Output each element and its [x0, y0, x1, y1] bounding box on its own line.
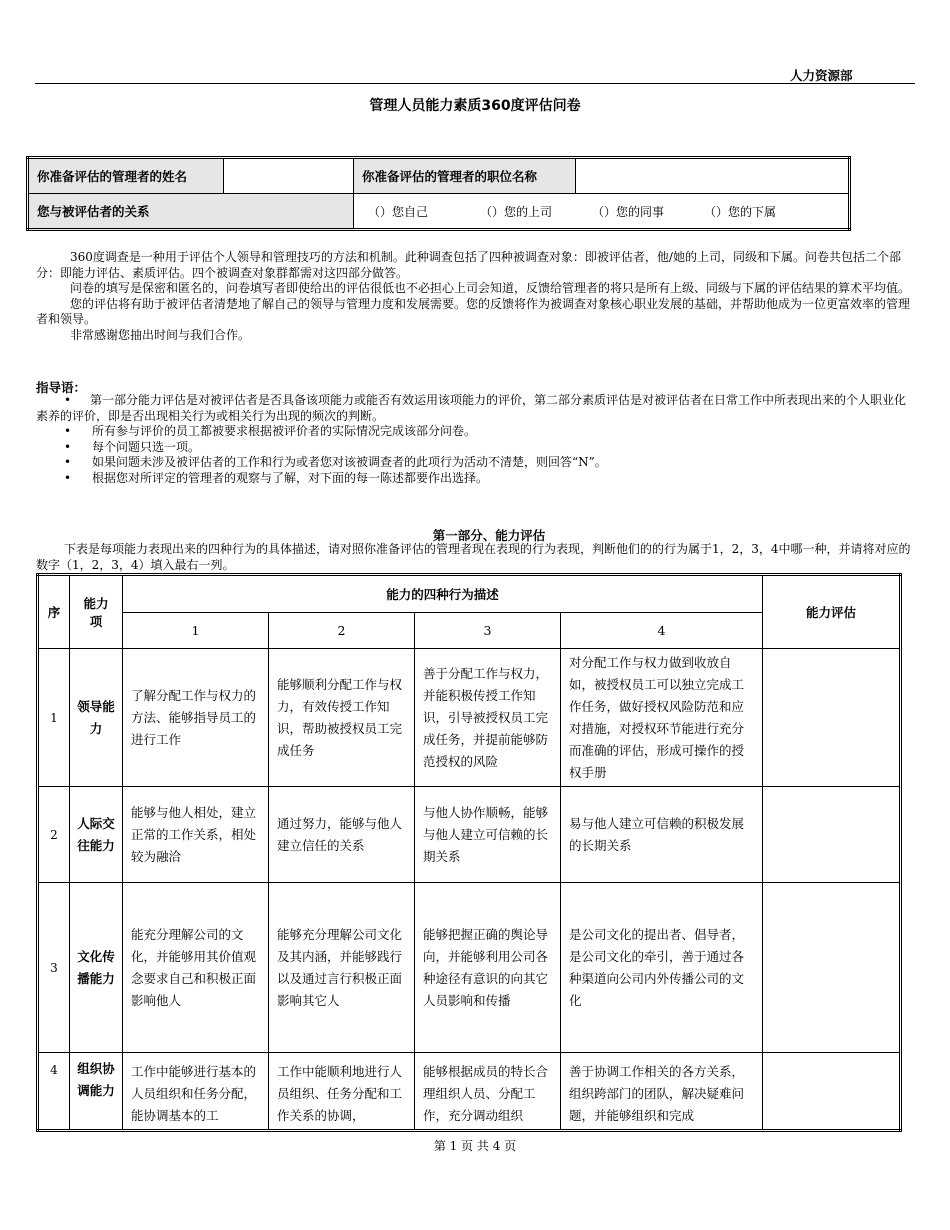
guide-heading: 指导语：	[36, 380, 87, 395]
position-field[interactable]	[576, 158, 850, 194]
row-seq: 2	[38, 787, 70, 883]
bullet-icon: •	[64, 455, 72, 469]
row-item: 文化传播能力	[70, 883, 123, 1053]
row-desc-1: 工作中能够进行基本的人员组织和任务分配，能协调基本的工	[123, 1053, 269, 1131]
intro-text	[36, 250, 916, 343]
relation-options	[354, 194, 850, 230]
name-field[interactable]	[224, 158, 354, 194]
row-eval-input[interactable]	[763, 787, 901, 883]
row-desc-4: 是公司文化的提出者、倡导者，是公司文化的牵引，善于通过各种渠道向公司内外传播公司的文化	[561, 883, 763, 1053]
intro-paragraph: 问卷的填写是保密和匿名的，问卷填写者即使给出的评估很低也不必担心上司会知道，反馈给管理者的将只是所有上级、同级与下属的评估结果的算术平均值。	[70, 281, 911, 295]
row-desc-1: 了解分配工作与权力的方法、能够指导员工的进行工作	[123, 649, 269, 787]
relation-option-peer[interactable]: （）您的同事	[592, 204, 665, 219]
name-label: 你准备评估的管理者的姓名	[28, 158, 224, 194]
intro-paragraph: 360度调查是一种用于评估个人领导和管理技巧的方法和机制。此种调查包括了四种被调查对象：即被评估者，他/她的上司，同级和下属。问卷共包括二个部分：即能力评估、素质评估。四个被调查对象群都需对这四部分做答。	[36, 250, 901, 280]
row-seq: 3	[38, 883, 70, 1053]
table-row	[38, 787, 901, 883]
row-desc-3: 与他人协作顺畅，能够与他人建立可信赖的长期关系	[415, 787, 561, 883]
guide-item: • 如果问题未涉及被评估者的工作和行为或者您对该被调查者的此项行为活动不清楚，则回答“N”。	[64, 455, 607, 469]
section-title: 第一部分、能力评估	[432, 528, 546, 543]
guide-item: • 第一部分能力评估是对被评估者是否具备该项能力或能否有效运用该项能力的评价，第二部分素质评估是对被评估者在日常工作中所表现出来的个人职业化素养的评价，即是否出现相关行为或相关行为出现的频次的判断。	[36, 393, 907, 423]
row-eval-input[interactable]	[763, 883, 901, 1053]
row-desc-4: 易与他人建立可信赖的积极发展的长期关系	[561, 787, 763, 883]
info-table	[26, 156, 851, 231]
relation-option-self[interactable]: （）您自己	[368, 204, 429, 219]
level-header: 1	[123, 613, 269, 649]
col-header-item: 能力项	[70, 575, 123, 649]
row-desc-3: 能够根据成员的特长合理组织人员、分配工作，充分调动组织	[415, 1053, 561, 1131]
guide-item: • 根据您对所评定的管理者的观察与了解，对下面的每一陈述都要作出选择。	[64, 470, 489, 485]
col-header-seq: 序	[38, 575, 70, 649]
row-seq: 1	[38, 649, 70, 787]
bullet-icon: •	[64, 393, 72, 407]
level-header: 2	[269, 613, 415, 649]
level-header: 4	[561, 613, 763, 649]
col-header-desc: 能力的四种行为描述	[123, 575, 763, 613]
relation-label: 您与被评估者的关系	[28, 194, 354, 230]
page-footer: 第 1 页 共 4 页	[433, 1139, 517, 1153]
row-eval-input[interactable]	[763, 649, 901, 787]
row-desc-1: 能够与他人相处，建立正常的工作关系，相处较为融洽	[123, 787, 269, 883]
bullet-icon: •	[64, 439, 72, 454]
relation-option-boss[interactable]: （）您的上司	[480, 204, 553, 219]
row-desc-4: 对分配工作与权力做到收放自如，被授权员工可以独立完成工作任务，做好授权风险防范和应对措施，对授权环节能进行充分而准确的评估，形成可操作的授权手册	[561, 649, 763, 787]
guide-list	[36, 393, 906, 486]
page-title: 管理人员能力素质360度评估问卷	[369, 98, 581, 114]
table-row	[38, 883, 901, 1053]
guide-item: • 所有参与评价的员工都被要求根据被评价者的实际情况完成该部分问卷。	[64, 424, 477, 438]
row-desc-4: 善于协调工作相关的各方关系，组织跨部门的团队，解决疑难问题，并能够组织和完成	[561, 1053, 763, 1131]
row-desc-2: 工作中能顺利地进行人员组织、任务分配和工作关系的协调，	[269, 1053, 415, 1131]
ability-table	[36, 573, 902, 1132]
row-seq: 4	[38, 1053, 70, 1131]
intro-paragraph: 您的评估将有助于被评估者清楚地了解自己的领导与管理力度和发展需要。您的反馈将作为被调查对象核心职业发展的基础，并帮助他成为一位更富效率的管理者和领导。	[36, 296, 911, 326]
position-label: 你准备评估的管理者的职位名称	[354, 158, 576, 194]
col-header-eval: 能力评估	[763, 575, 901, 649]
table-row	[38, 649, 901, 787]
section-description: 下表是每项能力表现出来的四种行为的具体描述，请对照你准备评估的管理者现在表现的行为表现，判断他们的的行为属于1，2，3，4中哪一种，并请将对应的数字（1，2，3，4）填入最右一列。	[36, 542, 911, 572]
row-desc-3: 能够把握正确的舆论导向，并能够利用公司各种途径有意识的向其它人员影响和传播	[415, 883, 561, 1053]
row-desc-2: 通过努力，能够与他人建立信任的关系	[269, 787, 415, 883]
header-rule	[35, 83, 915, 84]
row-desc-3: 善于分配工作与权力，并能积极传授工作知识，引导被授权员工完成任务，并提前能够防范授权的风险	[415, 649, 561, 787]
row-desc-2: 能够充分理解公司文化及其内涵，并能够践行以及通过言行积极正面影响其它人	[269, 883, 415, 1053]
level-header: 3	[415, 613, 561, 649]
bullet-icon: •	[64, 424, 72, 438]
table-row	[38, 1053, 901, 1131]
row-eval-input[interactable]	[763, 1053, 901, 1131]
intro-paragraph: 非常感谢您抽出时间与我们合作。	[70, 327, 251, 342]
department-label: 人力资源部	[790, 68, 853, 83]
row-desc-1: 能充分理解公司的文化，并能够用其价值观念要求自己和积极正面影响他人	[123, 883, 269, 1053]
row-item: 人际交往能力	[70, 787, 123, 883]
bullet-icon: •	[64, 470, 72, 485]
row-item: 领导能力	[70, 649, 123, 787]
guide-item: • 每个问题只选一项。	[64, 439, 201, 454]
row-desc-2: 能够顺利分配工作与权力，有效传授工作知识，帮助被授权员工完成任务	[269, 649, 415, 787]
relation-option-subordinate[interactable]: （）您的下属	[704, 204, 777, 219]
row-item: 组织协调能力	[70, 1053, 123, 1131]
